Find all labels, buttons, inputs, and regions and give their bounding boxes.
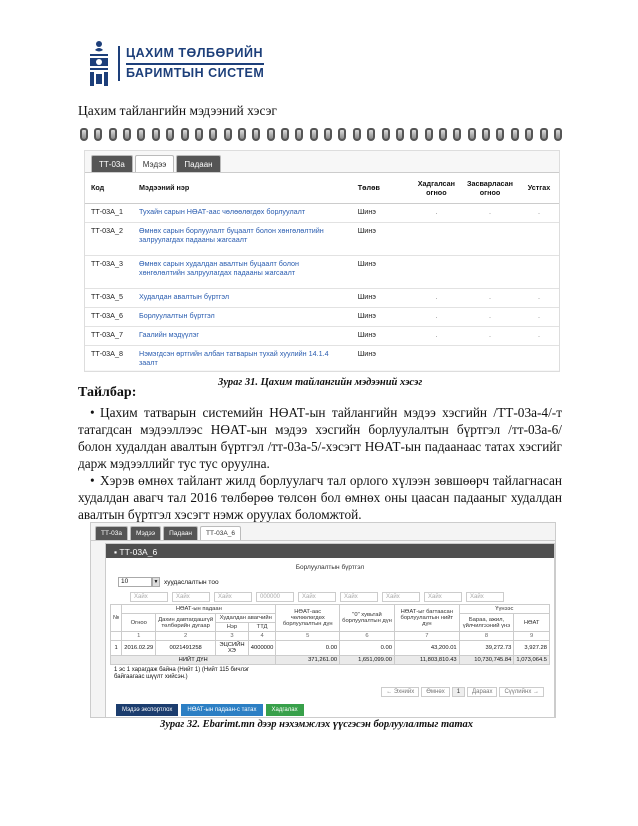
spiral-ring-icon — [324, 128, 332, 141]
pager-last[interactable]: Сүүлийнх → — [499, 687, 544, 697]
save-button[interactable]: Хадгалах — [266, 704, 304, 716]
pager-prev[interactable]: Өмнөх — [421, 687, 449, 697]
filter-input[interactable]: 000000 — [256, 592, 294, 602]
spiral-ring-icon — [123, 128, 131, 141]
panel-subtitle: Борлуулалтын бүртгэл — [295, 564, 365, 571]
tab-tt03a[interactable]: ТТ-03а — [91, 155, 133, 172]
spiral-ring-icon — [310, 128, 318, 141]
row-code: ТТ-03А_7 — [85, 326, 133, 345]
spiral-ring-icon — [137, 128, 145, 141]
pager-page-1[interactable]: 1 — [452, 687, 465, 697]
row-status: Шинэ — [352, 203, 412, 222]
col-num: 8 — [459, 632, 514, 641]
cell-buyer-name: ЭЦСИЙН ХЭ — [216, 641, 249, 656]
row-edited: . — [461, 307, 519, 326]
filter-input[interactable]: Хайх — [298, 592, 336, 602]
col-serial: Дахин давтагдашгүй төлбөрийн дугаар — [156, 614, 216, 632]
row-status: Шинэ — [352, 288, 412, 307]
spiral-ring-icon — [382, 128, 390, 141]
cell-free: 0.00 — [276, 641, 340, 656]
col-goods: Бараа, ажил, үйлчилгээний үнэ — [459, 614, 514, 632]
table-row — [85, 345, 559, 370]
col-status: Төлөв — [352, 173, 412, 203]
row-saved: . — [412, 326, 461, 345]
tab-bar — [85, 151, 559, 173]
row-code: ТТ-03А_3 — [85, 255, 133, 288]
col-num: 9 — [514, 632, 550, 641]
paragraph-2-text: Хэрэв өмнөх тайлант жилд борлуулагч тал орлого хүлээн зөвшөөрч тайлагнасан худалдан авагч тал 2016 төлбөрөө төлсөн бол өмнөх оны цаасан падааныг худалдан авалтын бүртгэл хэсэгт нэмж оруулах боломжтой. — [78, 473, 562, 522]
spiral-ring-icon — [554, 128, 562, 141]
logo-text — [118, 46, 264, 81]
spiral-ring-icon — [267, 128, 275, 141]
table-row — [85, 255, 559, 288]
bullet-icon: • — [90, 473, 95, 488]
row-code: ТТ-03А_6 — [85, 307, 133, 326]
row-edited — [461, 345, 519, 370]
row-status: Шинэ — [352, 255, 412, 288]
cell-vat: 3,927.28 — [514, 641, 550, 656]
col-num: 2 — [156, 632, 216, 641]
row-status: Шинэ — [352, 222, 412, 255]
export-button[interactable]: Мэдээ экспортлох — [116, 704, 178, 716]
col-nuat-free: НӨАТ-аас чөлөөлөгдөх борлуулалтын дүн — [276, 605, 340, 632]
spiral-ring-icon — [511, 128, 519, 141]
table-row — [85, 203, 559, 222]
row-code: ТТ-03А_1 — [85, 203, 133, 222]
col-date: Огноо — [122, 614, 156, 632]
col-padaan: НӨАТ-ын падаан — [122, 605, 276, 614]
row-delete[interactable]: . — [519, 326, 559, 345]
spiral-ring-icon — [396, 128, 404, 141]
spiral-ring-icon — [109, 128, 117, 141]
filter-input[interactable]: Хайх — [466, 592, 504, 602]
soyombo-logo-icon — [86, 38, 112, 88]
row-saved: . — [412, 307, 461, 326]
spiral-ring-icon — [410, 128, 418, 141]
total-free: 371,261.00 — [276, 656, 340, 665]
page-size-row — [106, 575, 554, 589]
col-buyer-ttd: ТТД — [248, 623, 276, 632]
total-goods: 10,730,745.84 — [459, 656, 514, 665]
col-num: 1 — [122, 632, 156, 641]
row-saved — [412, 345, 461, 370]
action-buttons — [116, 704, 304, 716]
row-edited — [461, 255, 519, 288]
col-name: Мэдээний нэр — [133, 173, 352, 203]
chevron-down-icon[interactable]: ▼ — [153, 579, 159, 585]
sales-register-panel — [105, 543, 555, 718]
total-zero: 1,651,099.00 — [340, 656, 395, 665]
pager-first[interactable]: ← Эхнийх — [381, 687, 419, 697]
row-delete[interactable]: . — [519, 307, 559, 326]
spiral-ring-icon — [439, 128, 447, 141]
row-name-link[interactable]: Борлуулалтын бүртгэл — [133, 307, 352, 326]
filter-row — [106, 589, 554, 604]
paragraph-2 — [78, 472, 562, 523]
table-row — [85, 288, 559, 307]
row-edited: . — [461, 203, 519, 222]
bullet-icon: • — [90, 405, 95, 420]
spiral-ring-icon — [195, 128, 203, 141]
logo-line-1: ЦАХИМ ТӨЛБӨРИЙН — [126, 45, 264, 60]
row-name-link[interactable]: Худалдан авалтын бүртгэл — [133, 288, 352, 307]
row-name-link[interactable]: Гаалийн мэдүүлэг — [133, 326, 352, 345]
tab-tt03a[interactable]: ТТ-03а — [95, 526, 128, 540]
spiral-ring-icon — [425, 128, 433, 141]
row-saved — [412, 222, 461, 255]
col-buyer-name: Нэр — [216, 623, 249, 632]
col-num: 4 — [248, 632, 276, 641]
cell-taxed: 43,200.01 — [394, 641, 459, 656]
spiral-ring-icon — [252, 128, 260, 141]
spiral-ring-icon — [367, 128, 375, 141]
row-name-link[interactable]: Нэмэгдсэн өртгийн албан татварын тухай хуулийн 14.1.4 заалт — [133, 345, 352, 370]
row-code: ТТ-03А_5 — [85, 288, 133, 307]
col-no: № — [111, 605, 122, 632]
row-status: Шинэ — [352, 345, 412, 370]
row-edited: . — [461, 288, 519, 307]
logo-line-2: БАРИМТЫН СИСТЕМ — [126, 63, 264, 81]
spiral-ring-icon — [152, 128, 160, 141]
spiral-ring-icon — [166, 128, 174, 141]
cell-buyer-ttd: 4000000 — [248, 641, 276, 656]
total-vat: 1,073,064.5 — [514, 656, 550, 665]
figure-caption-31: Зураг 31. Цахим тайлангийн мэдээний хэсэг — [218, 377, 423, 388]
col-buyer: Худалдан авагчийн — [216, 614, 276, 623]
row-name-link[interactable]: Өмнөх сарын борлуулалт буцаалт болон хөнгөлөлтийн залруулагдах падааны жагсаалт — [133, 222, 352, 255]
table-footer-info: 1 эс 1 харагдаж байна (Нийт 1) (Нийт 115 бичлэг байгаагаас шүүлт хийсэн.) — [114, 667, 250, 680]
spiral-ring-icon — [209, 128, 217, 141]
col-num: 3 — [216, 632, 249, 641]
cell-goods: 39,272.73 — [459, 641, 514, 656]
col-code: Код — [85, 173, 133, 203]
total-taxed: 11,803,810.43 — [394, 656, 459, 665]
row-delete[interactable] — [519, 345, 559, 370]
pager-next[interactable]: Дараах — [467, 687, 497, 697]
row-saved: . — [412, 203, 461, 222]
row-saved — [412, 255, 461, 288]
row-code: ТТ-03А_8 — [85, 345, 133, 370]
figure-report-screenshot — [84, 150, 560, 372]
row-saved: . — [412, 288, 461, 307]
tab-bar — [91, 523, 555, 541]
row-delete[interactable]: . — [519, 203, 559, 222]
spiral-ring-icon — [338, 128, 346, 141]
report-table — [85, 173, 559, 370]
pagination — [381, 687, 544, 697]
spiral-binding — [80, 128, 562, 142]
spiral-ring-icon — [80, 128, 88, 141]
spiral-ring-icon — [482, 128, 490, 141]
total-row — [111, 656, 550, 665]
col-including: Үүнээс — [459, 605, 549, 614]
page-size-select[interactable]: 10 — [118, 577, 152, 587]
note-title: Тайлбар: — [78, 385, 137, 400]
filter-input[interactable]: Хайх — [340, 592, 378, 602]
spiral-ring-icon — [468, 128, 476, 141]
column-number-row — [111, 632, 550, 641]
section-title: Цахим тайлангийн мэдээний хэсэг — [78, 103, 277, 118]
spiral-ring-icon — [181, 128, 189, 141]
page-size-label: хуудаслалтын тоо — [164, 578, 219, 586]
spiral-ring-icon — [525, 128, 533, 141]
col-num: 5 — [276, 632, 340, 641]
filter-input[interactable]: Хайх — [424, 592, 462, 602]
spiral-ring-icon — [453, 128, 461, 141]
cell-date: 2016.02.29 — [122, 641, 156, 656]
paragraph-1 — [78, 404, 562, 472]
spiral-ring-icon — [281, 128, 289, 141]
cell-no: 1 — [111, 641, 122, 656]
figure-sales-register-screenshot — [90, 522, 556, 718]
paragraph-1-text: Цахим татварын системийн НӨАТ-ын тайлангийн мэдээ хэсгийн /ТТ-03а-4/-т татагдсан мэдээллээс НӨАТ-ын мэдээ хэсгийн борлуулалтын бүртгэл /тт-03а-6/ болон худалдан авалтын бүртгэл /тт-03а-5/-хэсэгт НӨАТ-ын падаанаас татах хэсгийг дарж мэдээллийг тус тус оруулна. — [78, 405, 562, 471]
total-label: НИЙТ ДҮН — [111, 656, 276, 665]
cell-serial: 0021491258 — [156, 641, 216, 656]
figure-caption-32: Зураг 32. Ebarimt.mn дээр нэхэмжлэх үүсгэсэн борлуулалтыг татах — [160, 719, 474, 730]
spiral-ring-icon — [295, 128, 303, 141]
table-row — [85, 307, 559, 326]
row-status: Шинэ — [352, 326, 412, 345]
panel-title: ▪ ТТ-03А_6 — [106, 544, 554, 558]
spiral-ring-icon — [540, 128, 548, 141]
row-status: Шинэ — [352, 307, 412, 326]
col-num: 6 — [340, 632, 395, 641]
tab-padaan[interactable]: Падаан — [176, 155, 220, 172]
row-code: ТТ-03А_2 — [85, 222, 133, 255]
table-row — [85, 222, 559, 255]
row-edited — [461, 222, 519, 255]
spiral-ring-icon — [94, 128, 102, 141]
col-num: 7 — [394, 632, 459, 641]
col-zero-rate: "0" хувьтай борлуулалтын дүн — [340, 605, 395, 632]
row-delete[interactable] — [519, 222, 559, 255]
filter-input[interactable]: Хайх — [130, 592, 168, 602]
col-taxed-total: НӨАТ-ыг багтаасан борлуулалтын нийт дүн — [394, 605, 459, 632]
row-edited: . — [461, 326, 519, 345]
spiral-ring-icon — [353, 128, 361, 141]
col-vat: НӨАТ — [514, 614, 550, 632]
filter-input[interactable]: Хайх — [382, 592, 420, 602]
spiral-ring-icon — [238, 128, 246, 141]
col-edited-date: Засварласан огноо — [461, 173, 519, 203]
row-delete[interactable] — [519, 255, 559, 288]
col-delete: Устгах — [519, 173, 559, 203]
table-row — [85, 326, 559, 345]
table-row[interactable] — [111, 641, 550, 656]
col-saved-date: Хадгалсан огноо — [412, 173, 461, 203]
spiral-ring-icon — [496, 128, 504, 141]
sales-table — [110, 604, 550, 665]
filter-input[interactable]: Хайх — [172, 592, 210, 602]
cell-zero: 0.00 — [340, 641, 395, 656]
import-padaan-button[interactable]: НӨАТ-ын падаан-с татах — [181, 704, 262, 716]
tab-medee[interactable]: Мэдээ — [130, 526, 161, 540]
spiral-ring-icon — [224, 128, 232, 141]
tab-padaan[interactable]: Падаан — [163, 526, 198, 540]
row-name-link[interactable]: Тухайн сарын НӨАТ-аас чөлөөлөгдөх борлуулалт — [133, 203, 352, 222]
row-name-link[interactable]: Өмнөх сарын худалдан авалтын буцаалт болон хөнгөлөлтийн залруулагдах падааны жагсаалт — [133, 255, 352, 288]
tab-tt03a6[interactable]: ТТ-03А_6 — [200, 526, 241, 540]
tab-medee[interactable]: Мэдээ — [135, 155, 175, 172]
filter-input[interactable]: Хайх — [214, 592, 252, 602]
logo — [86, 38, 264, 88]
row-delete[interactable]: . — [519, 288, 559, 307]
